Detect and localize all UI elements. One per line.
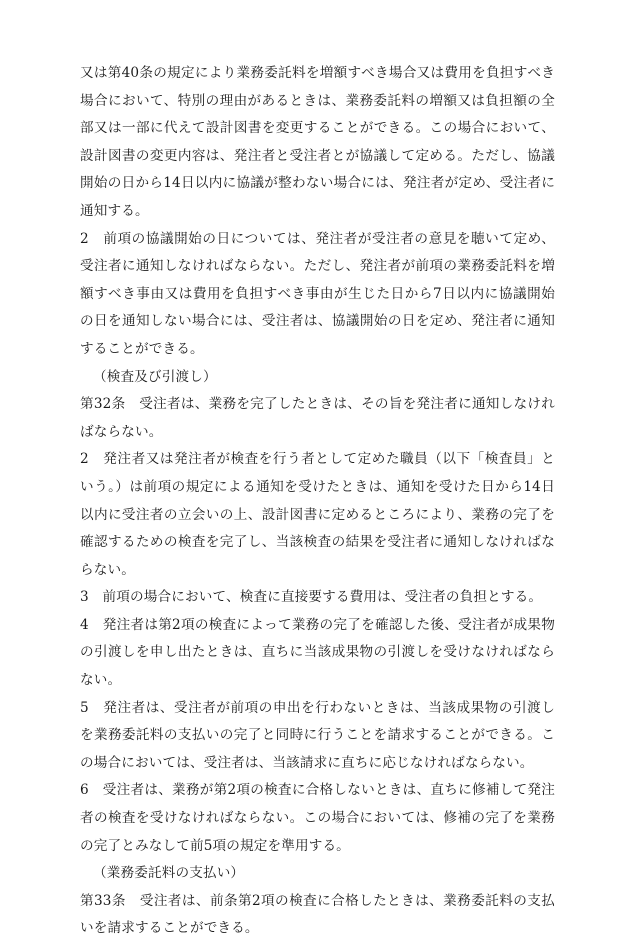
article-33: 第33条 受注者は、前条第2項の検査に合格したときは、業務委託料の支払いを請求することができる。 — [80, 892, 555, 937]
paragraph-32-5: 5 発注者は、受注者が前項の申出を行わないときは、当該成果物の引渡しを業務委託料の支払いの完了と同時に行うことを請求することができる。この場合においては、受注者は、当該請求に直ちに応じなければならない。 — [80, 699, 555, 771]
paragraph-31-2: 2 前項の協議開始の日については、発注者が受注者の意見を聴いて定め、受注者に通知しなければならない。ただし、発注者が前項の業務委託料を増額すべき事由又は費用を負担すべき事由が生じた日から7日以内に協議開始の日を通知しない場合には、受注者は、協議開始の日を定め、発注者に通知することができる。 — [80, 230, 555, 357]
paragraph-32-4: 4 発注者は第2項の検査によって業務の完了を確認した後、受注者が成果物の引渡しを申し出たときは、直ちに当該成果物の引渡しを受けなければならない。 — [80, 616, 555, 689]
article-32: 第32条 受注者は、業務を完了したときは、その旨を発注者に通知しなければならない。 — [80, 396, 555, 440]
paragraph-32-6: 6 受注者は、業務が第2項の検査に合格しないときは、直ちに修補して発注者の検査を受けなければならない。この場合においては、修補の完了を業務の完了とみなして前5項の規定を準用する。 — [80, 782, 555, 854]
paragraph-32-2: 2 発注者又は発注者が検査を行う者として定めた職員（以下「検査員」という。）は前項の規定による通知を受けたときは、通知を受けた日から14日以内に受注者の立会いの上、設計図書に定めるところにより、業務の完了を確認するための検査を完了し、当該検査の結果を受注者に通知しなければならない。 — [80, 451, 555, 578]
document-page — [80, 60, 555, 943]
heading-payment: （業務委託料の支払い） — [93, 865, 245, 882]
paragraph-31-cont: 又は第40条の規定により業務委託料を増額すべき場合又は費用を負担すべき場合において、特別の理由があるときは、業務委託料の増額又は負担額の全部又は一部に代えて設計図書を変更することができる。この場合において、設計図書の変更内容は、発注者と受注者とが協議して定める。ただし、協議開始の日から14日以内に協議が整わない場合には、発注者が定め、受注者に通知する。 — [80, 65, 555, 219]
heading-inspection: （検査及び引渡し） — [93, 368, 217, 385]
paragraph-32-3: 3 前項の場合において、検査に直接要する費用は、受注者の負担とする。 — [80, 589, 543, 606]
